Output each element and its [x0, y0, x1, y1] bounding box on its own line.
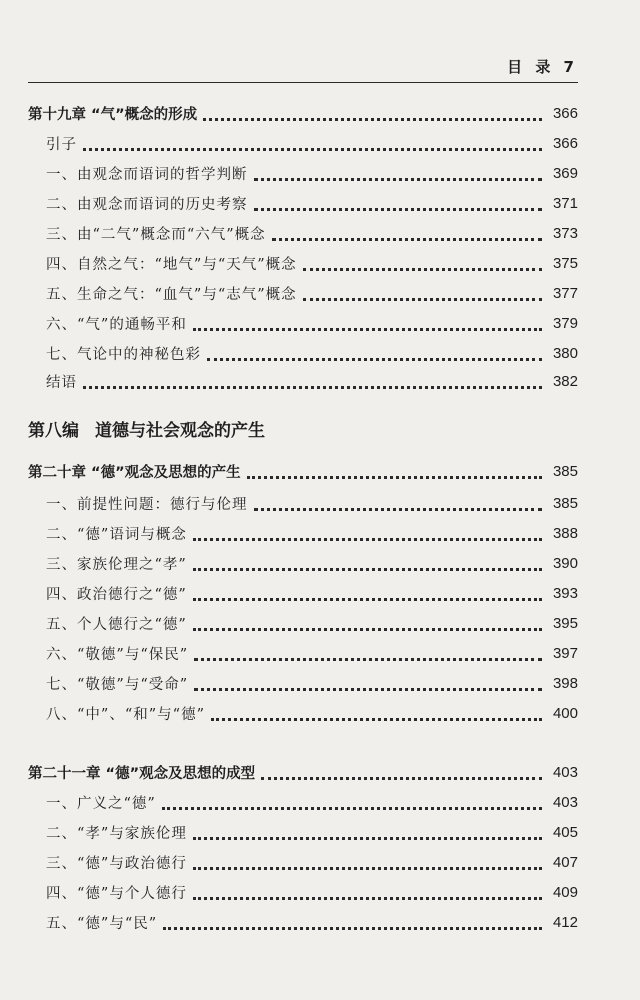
dot-leader	[272, 226, 542, 241]
entry-title: 三、家族伦理之“孝”	[46, 556, 187, 573]
page-number: 403	[552, 793, 578, 811]
toc-chapter-entry[interactable]	[28, 100, 578, 126]
entry-title: 七、“敬德”与“受命”	[46, 676, 189, 693]
page-number: 388	[552, 524, 578, 542]
part-title: 道德与社会观念的产生	[95, 420, 265, 441]
running-header: 目 录 7	[507, 58, 578, 76]
dot-leader	[193, 316, 542, 331]
entry-title: 八、“中”、“和”与“德”	[46, 706, 205, 723]
dot-leader	[247, 464, 542, 479]
entry-title: 五、个人德行之“德”	[46, 616, 187, 633]
toc-section-entry[interactable]	[28, 190, 578, 216]
page-number: 375	[552, 254, 578, 272]
page-number: 390	[552, 554, 578, 572]
entry-title: 一、由观念而语词的哲学判断	[46, 166, 248, 183]
entry-title: 七、气论中的神秘色彩	[46, 346, 201, 363]
dot-leader	[193, 556, 542, 571]
entry-title: 一、前提性问题：德行与伦理	[46, 496, 248, 513]
entry-title: 结语	[46, 374, 77, 391]
dot-leader	[254, 196, 543, 211]
page-number: 379	[552, 314, 578, 332]
dot-leader	[254, 496, 543, 511]
toc-section-entry[interactable]	[28, 490, 578, 516]
page-number: 382	[552, 372, 578, 390]
page-number: 407	[552, 853, 578, 871]
toc-section-entry[interactable]	[28, 160, 578, 186]
toc-section-entry[interactable]	[28, 580, 578, 606]
page-number: 385	[552, 462, 578, 480]
dot-leader	[194, 646, 542, 661]
entry-title: 二、由观念而语词的历史考察	[46, 196, 248, 213]
entry-title: 五、“德”与“民”	[46, 915, 158, 932]
entry-title: 一、广义之“德”	[46, 795, 156, 812]
page-number: 403	[552, 763, 578, 781]
toc-section-entry[interactable]	[28, 280, 578, 306]
dot-leader	[254, 166, 543, 181]
entry-title: 六、“敬德”与“保民”	[46, 646, 189, 663]
toc-section-entry[interactable]	[28, 250, 578, 276]
dot-leader	[303, 256, 542, 271]
dot-leader	[83, 136, 542, 151]
toc-section-entry[interactable]	[28, 670, 578, 696]
toc-section-entry[interactable]	[28, 310, 578, 336]
page-number: 398	[552, 674, 578, 692]
entry-title: 第二十一章 “德”观念及思想的成型	[28, 765, 256, 782]
toc-section-entry[interactable]	[28, 550, 578, 576]
dot-leader	[83, 374, 542, 389]
dot-leader	[193, 885, 542, 900]
toc-section-entry[interactable]	[28, 130, 578, 156]
dot-leader	[193, 855, 542, 870]
dot-leader	[261, 765, 542, 780]
part-heading	[28, 413, 578, 443]
page-number: 385	[552, 494, 578, 512]
page-number: 366	[552, 134, 578, 152]
entry-title: 二、“德”语词与概念	[46, 526, 187, 543]
entry-title: 四、“德”与个人德行	[46, 885, 187, 902]
dot-leader	[162, 795, 542, 810]
part-label: 第八编	[28, 420, 79, 441]
page-number: 405	[552, 823, 578, 841]
page-number: 395	[552, 614, 578, 632]
entry-title: 第二十章 “德”观念及思想的产生	[28, 464, 241, 481]
dot-leader	[211, 706, 542, 721]
toc-chapter-entry[interactable]	[28, 458, 578, 484]
toc-section-entry[interactable]	[28, 789, 578, 815]
toc-section-entry[interactable]	[28, 520, 578, 546]
entry-title: 四、政治德行之“德”	[46, 586, 187, 603]
toc-section-entry[interactable]	[28, 368, 578, 394]
entry-title: 三、由“二气”概念而“六气”概念	[46, 226, 266, 243]
dot-leader	[193, 586, 542, 601]
entry-title: 五、生命之气：“血气”与“志气”概念	[46, 286, 297, 303]
toc-section-entry[interactable]	[28, 849, 578, 875]
entry-title: 四、自然之气：“地气”与“天气”概念	[46, 256, 297, 273]
entry-title: 引子	[46, 136, 77, 153]
dot-leader	[203, 106, 542, 121]
toc-section-entry[interactable]	[28, 610, 578, 636]
page-number: 409	[552, 883, 578, 901]
entry-title: 第十九章 “气”概念的形成	[28, 106, 198, 123]
page-number: 366	[552, 104, 578, 122]
page-number: 400	[552, 704, 578, 722]
toc-section-entry[interactable]	[28, 879, 578, 905]
dot-leader	[163, 915, 542, 930]
page-number: 373	[552, 224, 578, 242]
page-number: 369	[552, 164, 578, 182]
dot-leader	[207, 346, 542, 361]
page-header	[28, 54, 578, 83]
toc-chapter-entry[interactable]	[28, 759, 578, 785]
page-number: 393	[552, 584, 578, 602]
toc-section-entry[interactable]	[28, 909, 578, 935]
toc-section-entry[interactable]	[28, 819, 578, 845]
page-number: 412	[552, 913, 578, 931]
dot-leader	[194, 676, 542, 691]
entry-title: 二、“孝”与家族伦理	[46, 825, 187, 842]
page-number: 371	[552, 194, 578, 212]
toc-section-entry[interactable]	[28, 700, 578, 726]
dot-leader	[303, 286, 542, 301]
toc-section-entry[interactable]	[28, 220, 578, 246]
toc-section-entry[interactable]	[28, 640, 578, 666]
entry-title: 六、“气”的通畅平和	[46, 316, 187, 333]
toc-section-entry[interactable]	[28, 340, 578, 366]
dot-leader	[193, 825, 542, 840]
dot-leader	[193, 526, 542, 541]
page-number: 377	[552, 284, 578, 302]
page-number: 380	[552, 344, 578, 362]
page-number: 397	[552, 644, 578, 662]
entry-title: 三、“德”与政治德行	[46, 855, 187, 872]
dot-leader	[193, 616, 542, 631]
